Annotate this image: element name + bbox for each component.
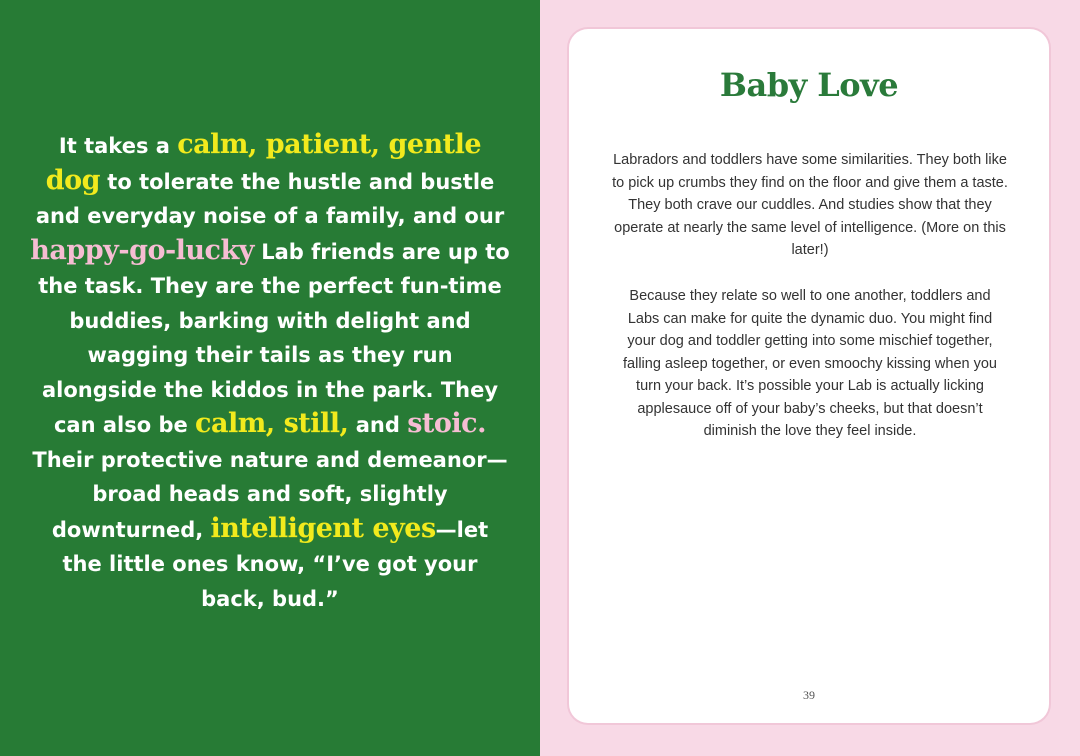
body-paragraph: Because they relate so well to one another, toddlers and Labs can make for quite the dynamic duo. You might find your dog and toddler getting into some mischief together, falling asleep together, or even smoochy kissing when you turn your back. It’s possible your Lab is actually licking applesauce off of your baby’s cheeks, but that doesn’t diminish the love they feel inside.	[623, 288, 997, 439]
quote-highlight: happy-go-lucky	[30, 234, 254, 266]
quote-text: Lab friends are up to the task. They are the perfect fun-time buddies, barking with delight and wagging their tails as they run alongside the kiddos in the park. They can also be	[38, 239, 510, 437]
body-paragraph: Labradors and toddlers have some similarities. They both like to pick up crumbs they find on the floor and give them a taste. They both crave our cuddles. And studies show that they operate at nearly the same level of intelligence. (More on this later!)	[612, 152, 1008, 258]
quote-text: Their protective nature and demeanor—broad heads and soft, slightly downturned,	[32, 447, 508, 542]
quote-text: and	[348, 413, 408, 437]
quote-highlight: calm, patient, gentle dog	[45, 129, 482, 196]
quote-text: to tolerate the hustle and bustle and everyday noise of a family, and our	[35, 169, 505, 228]
quote-highlight: calm, still,	[195, 408, 349, 439]
quote-block	[30, 128, 510, 616]
page-title: Baby Love	[719, 66, 899, 104]
quote-text: —let the little ones know, “I’ve got your back, bud.”	[62, 517, 489, 611]
quote-text: It takes a	[58, 134, 178, 158]
quote-highlight: intelligent eyes	[210, 512, 436, 544]
quote-highlight: stoic.	[407, 408, 487, 439]
page-number: 39	[803, 688, 815, 702]
